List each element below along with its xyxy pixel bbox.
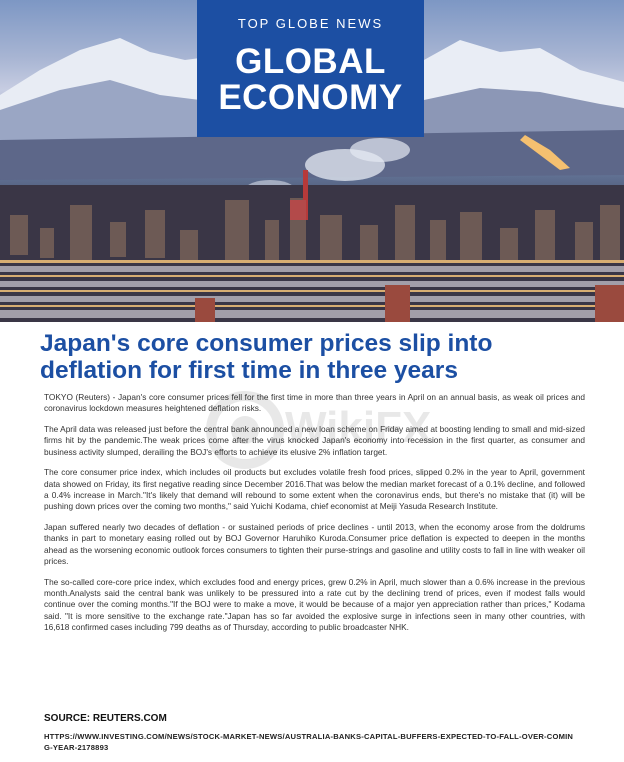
article-paragraph-1: TOKYO (Reuters) - Japan's core consumer prices fell for the first time in more than three years in April on an annual basis, as weak oil prices and coronavirus lockdown measures heightened deflation risks. — [44, 392, 585, 414]
article-paragraph-3: The core consumer price index, which includes oil products but excludes volatile fresh food prices, slipped 0.2% in the year to April, government data showed on Friday, its first negative reading since December 2016.That was below the median market forecast of a 0.1% decline, and followed a 0.4% increase in March."It's likely that demand will rebound to some extent when the coronavirus ends, but there's no mistake that (it) will be pushing down prices over the coming two months," said Yuichi Kodama, chief economist at Meiji Yasuda Research Institute. — [44, 467, 585, 512]
banner-title-line1: GLOBAL — [235, 42, 386, 81]
source-label: SOURCE: REUTERS.COM — [44, 713, 167, 724]
article-body — [44, 392, 585, 643]
article-headline: Japan's core consumer prices slip into deflation for first time in three years — [40, 330, 493, 384]
banner-title-line2: ECONOMY — [218, 78, 403, 117]
article-paragraph-2: The April data was released just before the central bank announced a new loan scheme on Friday aimed at boosting lending to small and mid-sized firms hit by the pandemic.The weak prices come after the virus knocked Japan's economy into recession in the first quarter, as consumer and business activity slumped, derailing the BOJ's efforts to achieve its elusive 2% inflation target. — [44, 424, 585, 457]
source-url[interactable]: HTTPS://WWW.INVESTING.COM/NEWS/STOCK-MARKET-NEWS/AUSTRALIA-BANKS-CAPITAL-BUFFERS-EXPECTED-TO-FALL-OVER-COMING-YEAR-2178893 — [44, 732, 574, 752]
article-paragraph-4: Japan suffered nearly two decades of deflation - or sustained periods of price declines - until 2013, when the economy arose from the doldrums thanks in part to monetary easing rolled out by BOJ Governor Haruhiko Kuroda.Consumer price deflation is expected to deepen in the months ahead as the worsening economic outlook forces consumers to tighten their purse-strings and gasoline and utility costs to fall in line with weaker oil prices. — [44, 522, 585, 567]
banner-title — [197, 44, 424, 116]
watermark-text: WikiFX — [285, 403, 432, 452]
article-paragraph-5: The so-called core-core price index, which excludes food and energy prices, grew 0.2% in April, much slower than a 0.6% increase in the previous month.Analysts said the central bank was unlikely to be pressured into a rate cut by the declining trend of prices, even if modest falls would continue over the coming months."If the BOJ were to make a move, it would be because of a major yen appreciation rather than prices," Kodama said. "It is more sensitive to the exchange rate."Japan has so far avoided the explosive surge in infections seen in many other countries, with 16,618 confirmed cases including 799 deaths as of Thursday, according to public broadcaster NHK. — [44, 576, 585, 633]
banner-kicker: TOP GLOBE NEWS — [237, 16, 384, 31]
top-banner — [197, 0, 424, 137]
